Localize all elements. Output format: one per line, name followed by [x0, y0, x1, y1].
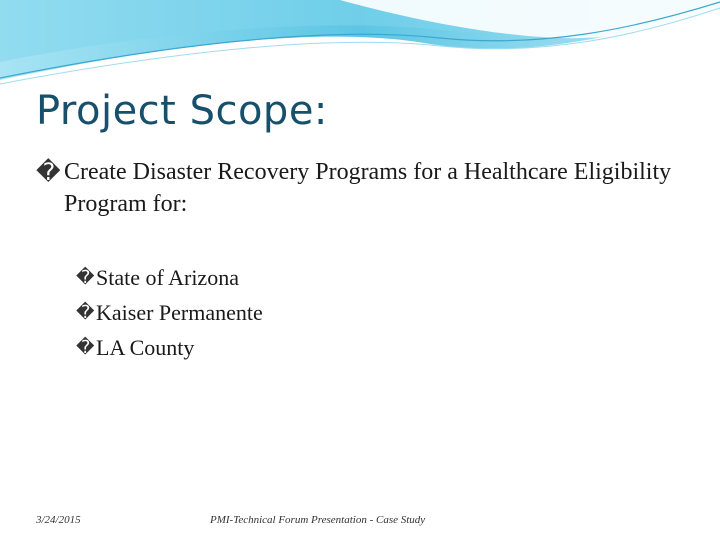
sub-bullet [76, 330, 263, 365]
sub-bullet [76, 260, 263, 295]
bullet-icon: � [76, 337, 95, 358]
sub-bullet-text: LA County [96, 335, 195, 360]
sub-bullet-text: Kaiser Permanente [96, 300, 263, 325]
decorative-wave-header [0, 0, 720, 90]
bullet-icon: � [76, 302, 95, 323]
main-bullet-text: Create Disaster Recovery Programs for a Healthcare Eligibility Program for: [64, 159, 672, 217]
footer-text: PMI-Technical Forum Presentation - Case Study [210, 514, 426, 526]
slide-title: Project Scope: [36, 88, 328, 134]
main-bullet [36, 156, 696, 220]
sub-bullet-list [76, 260, 263, 365]
sub-bullet-text: State of Arizona [96, 265, 239, 290]
sub-bullet [76, 295, 263, 330]
bullet-icon: � [36, 158, 61, 186]
footer-date: 3/24/2015 [36, 514, 81, 526]
bullet-icon: � [76, 267, 95, 288]
main-bullet-list [36, 156, 696, 220]
